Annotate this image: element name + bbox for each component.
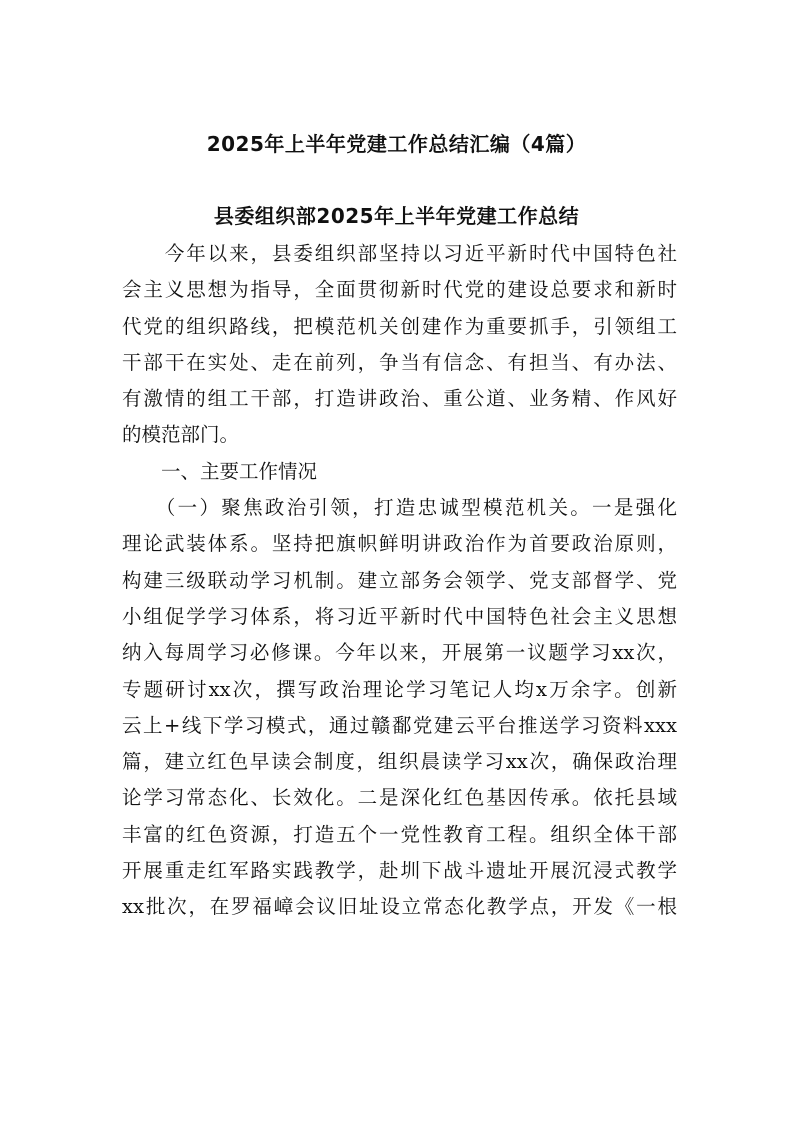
paragraph-line: 开展重走红军路实践教学，赴圳下战斗遗址开展沉浸式教学 [122,859,677,883]
paragraph-line: 云上+线下学习模式，通过赣鄱党建云平台推送学习资料xxx [122,713,677,737]
paragraph-line: 小组促学学习体系，将习近平新时代中国特色社会主义思想 [122,604,677,628]
paragraph-line: 代党的组织路线，把模范机关创建作为重要抓手，引领组工 [122,314,677,338]
paragraph-line: （一）聚焦政治引领，打造忠诚型模范机关。一是强化 [122,496,677,520]
section-title: 县委组织部2025年上半年党建工作总结 [213,204,580,228]
paragraph-line: 篇，建立红色早读会制度，组织晨读学习xx次，确保政治理 [122,750,677,774]
paragraph-line: 理论武装体系。坚持把旗帜鲜明讲政治作为首要政治原则， [122,532,677,556]
paragraph-line: 今年以来，县委组织部坚持以习近平新时代中国特色社 [122,242,677,265]
paragraph-line: 纳入每周学习必修课。今年以来，开展第一议题学习xx次， [122,641,677,665]
paragraph-line: xx批次，在罗福嶂会议旧址设立常态化教学点，开发《一根 [122,895,677,919]
paragraph-line: 专题研讨xx次，撰写政治理论学习笔记人均x万余字。创新 [122,677,677,701]
paragraph-line: 丰富的红色资源，打造五个一党性教育工程。组织全体干部 [122,822,677,846]
body-text [122,236,677,926]
paragraph-line: 会主义思想为指导，全面贯彻新时代党的建设总要求和新时 [122,278,677,302]
paragraph-line: 的模范部门。 [122,423,240,447]
paragraph-line: 有激情的组工干部，打造讲政治、重公道、业务精、作风好 [122,387,677,411]
heading-line: 一、主要工作情况 [122,459,318,483]
paragraph-line: 干部干在实处、走在前列，争当有信念、有担当、有办法、 [122,350,677,374]
paragraph-line: 构建三级联动学习机制。建立部务会领学、党支部督学、党 [122,568,677,592]
paragraph-line: 论学习常态化、长效化。二是深化红色基因传承。依托县域 [122,786,677,810]
document-title: 2025年上半年党建工作总结汇编（4篇） [206,132,587,156]
